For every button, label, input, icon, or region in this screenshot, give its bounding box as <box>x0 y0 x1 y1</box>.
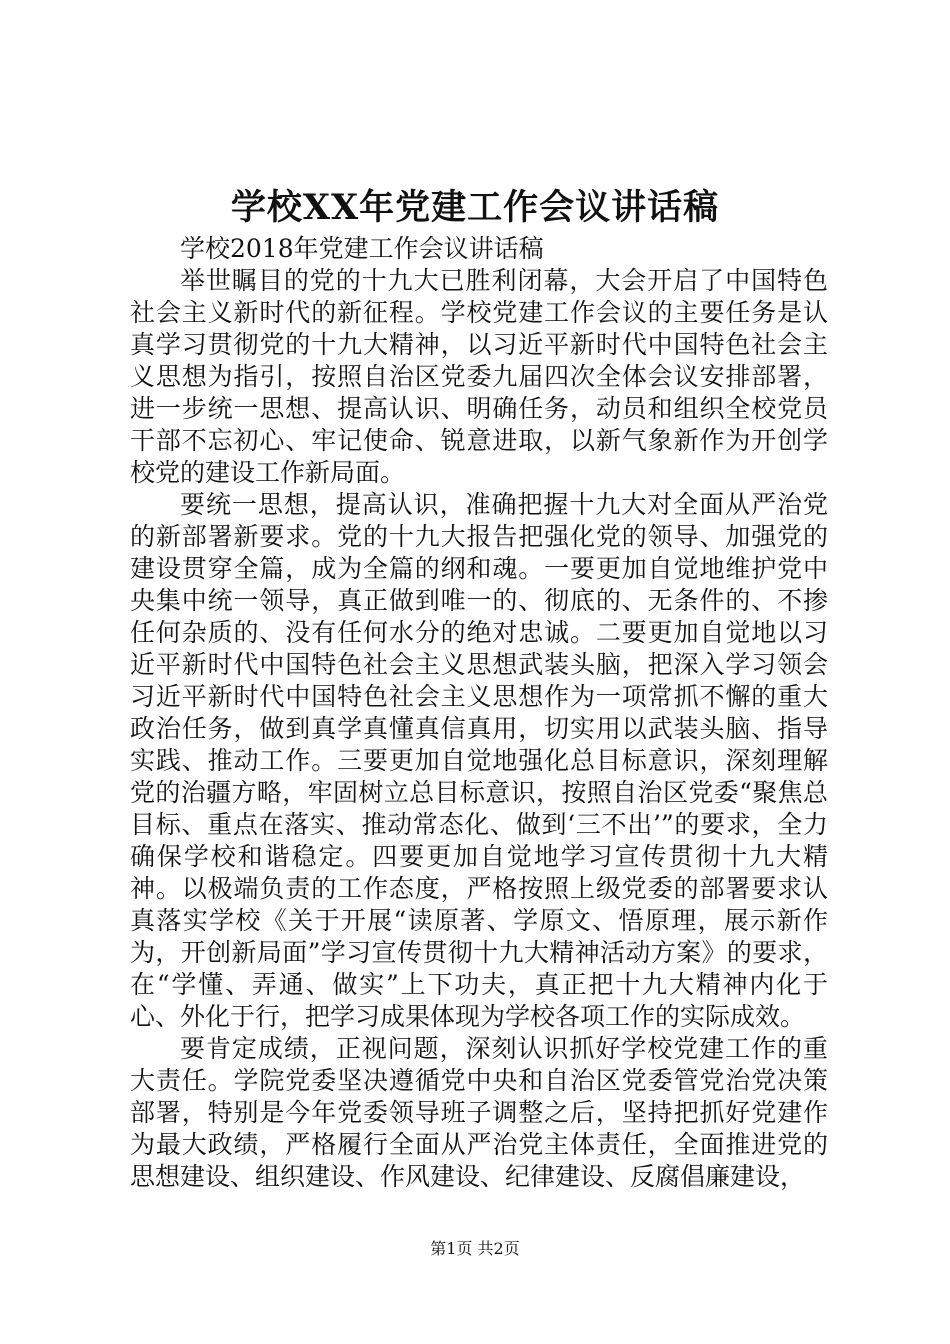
paragraph-1: 举世瞩目的党的十九大已胜利闭幕，大会开启了中国特色社会主义新时代的新征程。学校党建工作会议的主要任务是认真学习贯彻党的十九大精神，以习近平新时代中国特色社会主义思想为指引，按照自治区党委九届四次全体会议安排部署，进一步统一思想、提高认识、明确任务，动员和组织全校党员干部不忘初心、牢记使命、锐意进取，以新气象新作为开创学校党的建设工作新局面。 <box>130 266 828 487</box>
document-title: 学校XX年党建工作会议讲话稿 <box>230 187 720 228</box>
paragraph-2: 要统一思想，提高认识，准确把握十九大对全面从严治党的新部署新要求。党的十九大报告把强化党的领导、加强党的建设贯穿全篇，成为全篇的纲和魂。一要更加自觉地维护党中央集中统一领导，真正做到唯一的、彻底的、无条件的、不掺任何杂质的、没有任何水分的绝对忠诚。二要更加自觉地以习近平新时代中国特色社会主义思想武装头脑，把深入学习领会习近平新时代中国特色社会主义思想作为一项常抓不懈的重大政治任务，做到真学真懂真信真用，切实用以武装头脑、指导实践、推动工作。三要更加自觉地强化总目标意识，深刻理解党的治疆方略，牢固树立总目标意识，按照自治区党委“聚焦总目标、重点在落实、推动常态化、做到‘三不出’”的要求，全力确保学校和谐稳定。四要更加自觉地学习宣传贯彻十九大精神。以极端负责的工作态度，严格按照上级党委的部署要求认真落实学校《关于开展“读原著、学原文、悟原理，展示新作为，开创新局面”学习宣传贯彻十九大精神活动方案》的要求，在“学懂、弄通、做实”上下功夫，真正把十九大精神内化于心、外化于行，把学习成果体现为学校各项工作的实际成效。 <box>130 490 828 1031</box>
page-number-footer: 第1页 共2页 <box>430 1239 520 1258</box>
paragraph-3: 要肯定成绩，正视问题，深刻认识抓好学校党建工作的重大责任。学院党委坚决遵循党中央和自治区党委管党治党决策部署，特别是今年党委领导班子调整之后，坚持把抓好党建作为最大政绩，严格履行全面从严治党主体责任，全面推进党的思想建设、组织建设、作风建设、纪律建设、反腐倡廉建设， <box>130 1034 828 1191</box>
document-body <box>130 233 828 1193</box>
paragraph-subtitle: 学校2018年党建工作会议讲话稿 <box>180 234 544 263</box>
